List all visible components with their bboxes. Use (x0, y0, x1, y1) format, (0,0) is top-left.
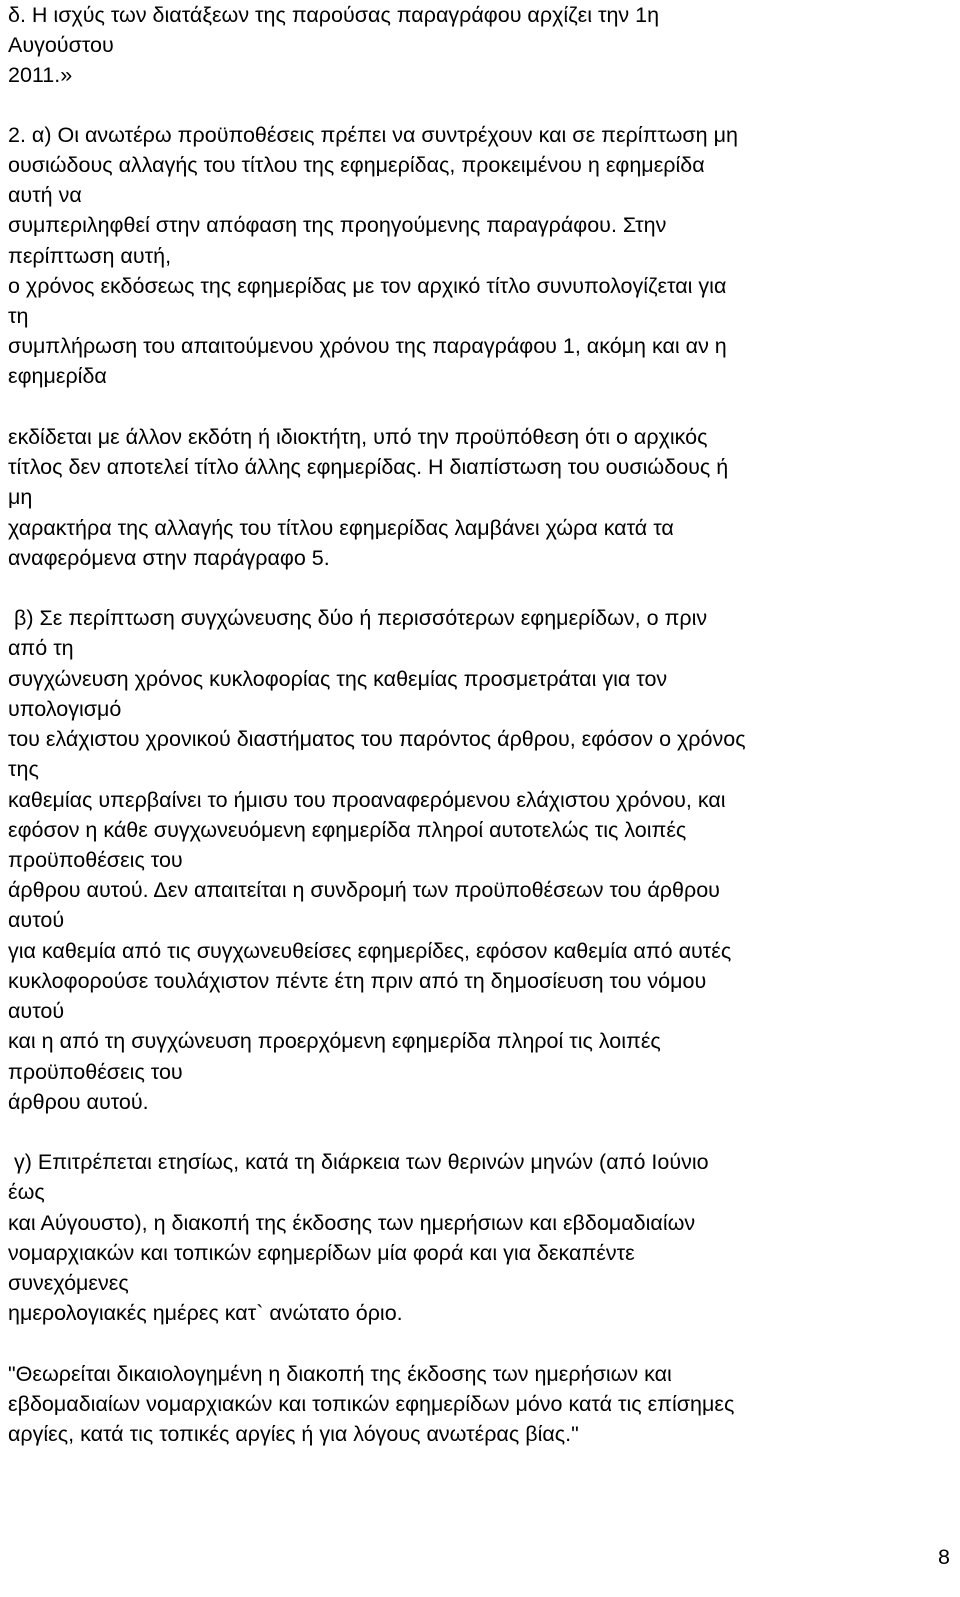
text-line: αναφερόμενα στην παράγραφο 5. (8, 546, 330, 570)
text-line: για καθεμία από τις συγχωνευθείσες εφημερίδες, εφόσον καθεμία από αυτές (8, 939, 732, 963)
text-line: ημερολογιακές ημέρες κατ` ανώτατο όριο. (8, 1301, 403, 1325)
text-line: ουσιώδους αλλαγής του τίτλου της εφημερίδας, προκειμένου η εφημερίδα (8, 153, 705, 177)
text-line: κυκλοφορούσε τουλάχιστον πέντε έτη πριν από τη δημοσίευση του νόμου (8, 969, 707, 993)
text-line: μη (8, 485, 33, 509)
text-line: νομαρχιακών και τοπικών εφημερίδων μία φορά και για δεκαπέντε (8, 1241, 635, 1265)
text-line: "Θεωρείται δικαιολογημένη η διακοπή της έκδοσης των ημερήσιων και (8, 1362, 672, 1386)
text-line: εφόσον η κάθε συγχωνευόμενη εφημερίδα πληροί αυτοτελώς τις λοιπές (8, 818, 687, 842)
text-line: συνεχόμενες (8, 1271, 129, 1295)
text-line: συγχώνευση χρόνος κυκλοφορίας της καθεμίας προσμετράται για τον (8, 667, 668, 691)
text-line: άρθρου αυτού. Δεν απαιτείται η συνδρομή των προϋποθέσεων του άρθρου (8, 878, 720, 902)
text-line: εκδίδεται με άλλον εκδότη ή ιδιοκτήτη, υπό την προϋπόθεση ότι ο αρχικός (8, 425, 708, 449)
text-line: τίτλος δεν αποτελεί τίτλο άλλης εφημερίδας. Η διαπίστωση του ουσιώδους ή (8, 455, 729, 479)
text-line: 2011.» (8, 63, 73, 87)
text-line: προϋποθέσεις του (8, 848, 183, 872)
text-line: υπολογισμό (8, 697, 122, 721)
text-line: καθεμίας υπερβαίνει το ήμισυ του προαναφερόμενου ελάχιστου χρόνου, και (8, 788, 726, 812)
text-line: προϋποθέσεις του (8, 1060, 183, 1084)
text-line: της (8, 757, 39, 781)
text-line: ο χρόνος εκδόσεως της εφημερίδας με τον αρχικό τίτλο συνυπολογίζεται για (8, 274, 727, 298)
text-line: αυτού (8, 999, 65, 1023)
text-line: και Αύγουστο), η διακοπή της έκδοσης των ημερήσιων και εβδομαδιαίων (8, 1211, 696, 1235)
text-line: τη (8, 304, 29, 328)
text-line: 2. α) Οι ανωτέρω προϋποθέσεις πρέπει να συντρέχουν και σε περίπτωση μη (8, 123, 738, 147)
text-line: και η από τη συγχώνευση προερχόμενη εφημερίδα πληροί τις λοιπές (8, 1029, 661, 1053)
text-line: γ) Επιτρέπεται ετησίως, κατά τη διάρκεια των θερινών μηνών (από Ιούνιο (8, 1150, 709, 1174)
text-line: του ελάχιστου χρονικού διαστήματος του παρόντος άρθρου, εφόσον ο χρόνος (8, 727, 746, 751)
text-line: αυτή να (8, 183, 82, 207)
text-line: δ. Η ισχύς των διατάξεων της παρούσας παραγράφου αρχίζει την 1η (8, 3, 660, 27)
text-line: Αυγούστου (8, 33, 114, 57)
text-line: αυτού (8, 908, 65, 932)
text-line: περίπτωση αυτή, (8, 244, 172, 268)
text-line: β) Σε περίπτωση συγχώνευσης δύο ή περισσότερων εφημερίδων, ο πριν (8, 606, 708, 630)
text-line: συμπεριληφθεί στην απόφαση της προηγούμενης παραγράφου. Στην (8, 213, 667, 237)
text-line: συμπλήρωση του απαιτούμενου χρόνου της παραγράφου 1, ακόμη και αν η (8, 334, 727, 358)
text-line: έως (8, 1180, 45, 1204)
text-line: αργίες, κατά τις τοπικές αργίες ή για λόγους ανωτέρας βίας." (8, 1422, 579, 1446)
text-line: εβδομαδιαίων νομαρχιακών και τοπικών εφημερίδων μόνο κατά τις επίσημες (8, 1392, 735, 1416)
text-line: χαρακτήρα της αλλαγής του τίτλου εφημερίδας λαμβάνει χώρα κατά τα (8, 516, 674, 540)
page-number: 8 (938, 1545, 950, 1569)
text-line: άρθρου αυτού. (8, 1090, 149, 1114)
text-line: από τη (8, 636, 74, 660)
text-line: εφημερίδα (8, 364, 107, 388)
